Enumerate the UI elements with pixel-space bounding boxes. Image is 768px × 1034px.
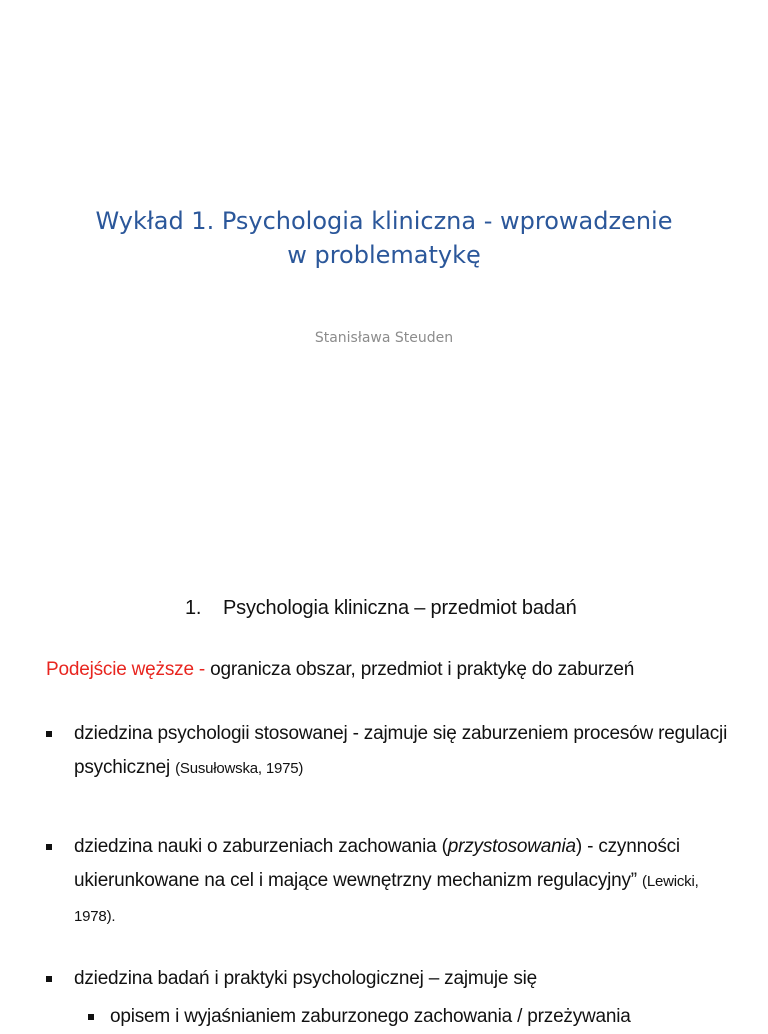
bullet-item	[46, 717, 736, 786]
slide-title-line-2: w problematykę	[287, 241, 481, 269]
bullet-item	[46, 962, 736, 996]
section-heading-text: Psychologia kliniczna – przedmiot badań	[223, 597, 577, 619]
square-bullet-icon	[46, 844, 52, 850]
bullet-italic-text: przystosowania	[447, 836, 576, 857]
content-slide	[0, 560, 768, 1027]
approach-label: Podejście węższe -	[46, 659, 206, 680]
bullet-citation: (Lewicki, 1978)	[74, 873, 699, 925]
sub-bullet-item	[88, 1000, 738, 1034]
bullet-text: dziedzina nauki o zaburzeniach zachowania (	[74, 836, 448, 857]
square-bullet-icon	[46, 731, 52, 737]
bullet-text: dziedzina badań i praktyki psychologicznej – zajmuje się	[74, 968, 538, 989]
sub-bullet-text: opisem i wyjaśnianiem zaburzonego zachowania / przeżywania	[110, 1006, 631, 1027]
bullet-text: dziedzina psychologii stosowanej - zajmuje się zaburzeniem procesów regulacji psychicznej	[74, 723, 728, 778]
section-heading-number: 1.	[185, 597, 202, 619]
square-bullet-icon	[88, 1014, 94, 1020]
bullet-tail: .	[111, 908, 116, 925]
approach-line	[46, 659, 634, 681]
approach-text: ogranicza obszar, przedmiot i praktykę do zaburzeń	[205, 659, 635, 680]
square-bullet-icon	[46, 976, 52, 982]
bullet-citation: (Susułowska, 1975)	[175, 760, 304, 777]
slide-title	[40, 204, 728, 272]
slide-title-line-1: Wykład 1. Psychologia kliniczna - wprowadzenie	[95, 207, 673, 235]
bullet-text-continued: ) - czynności ukierunkowane na cel i mające wewnętrzny mechanizm regulacyjny”	[74, 836, 680, 891]
section-heading	[185, 597, 577, 620]
slide-author: Stanisława Steuden	[314, 330, 454, 346]
bullet-item	[46, 830, 736, 934]
